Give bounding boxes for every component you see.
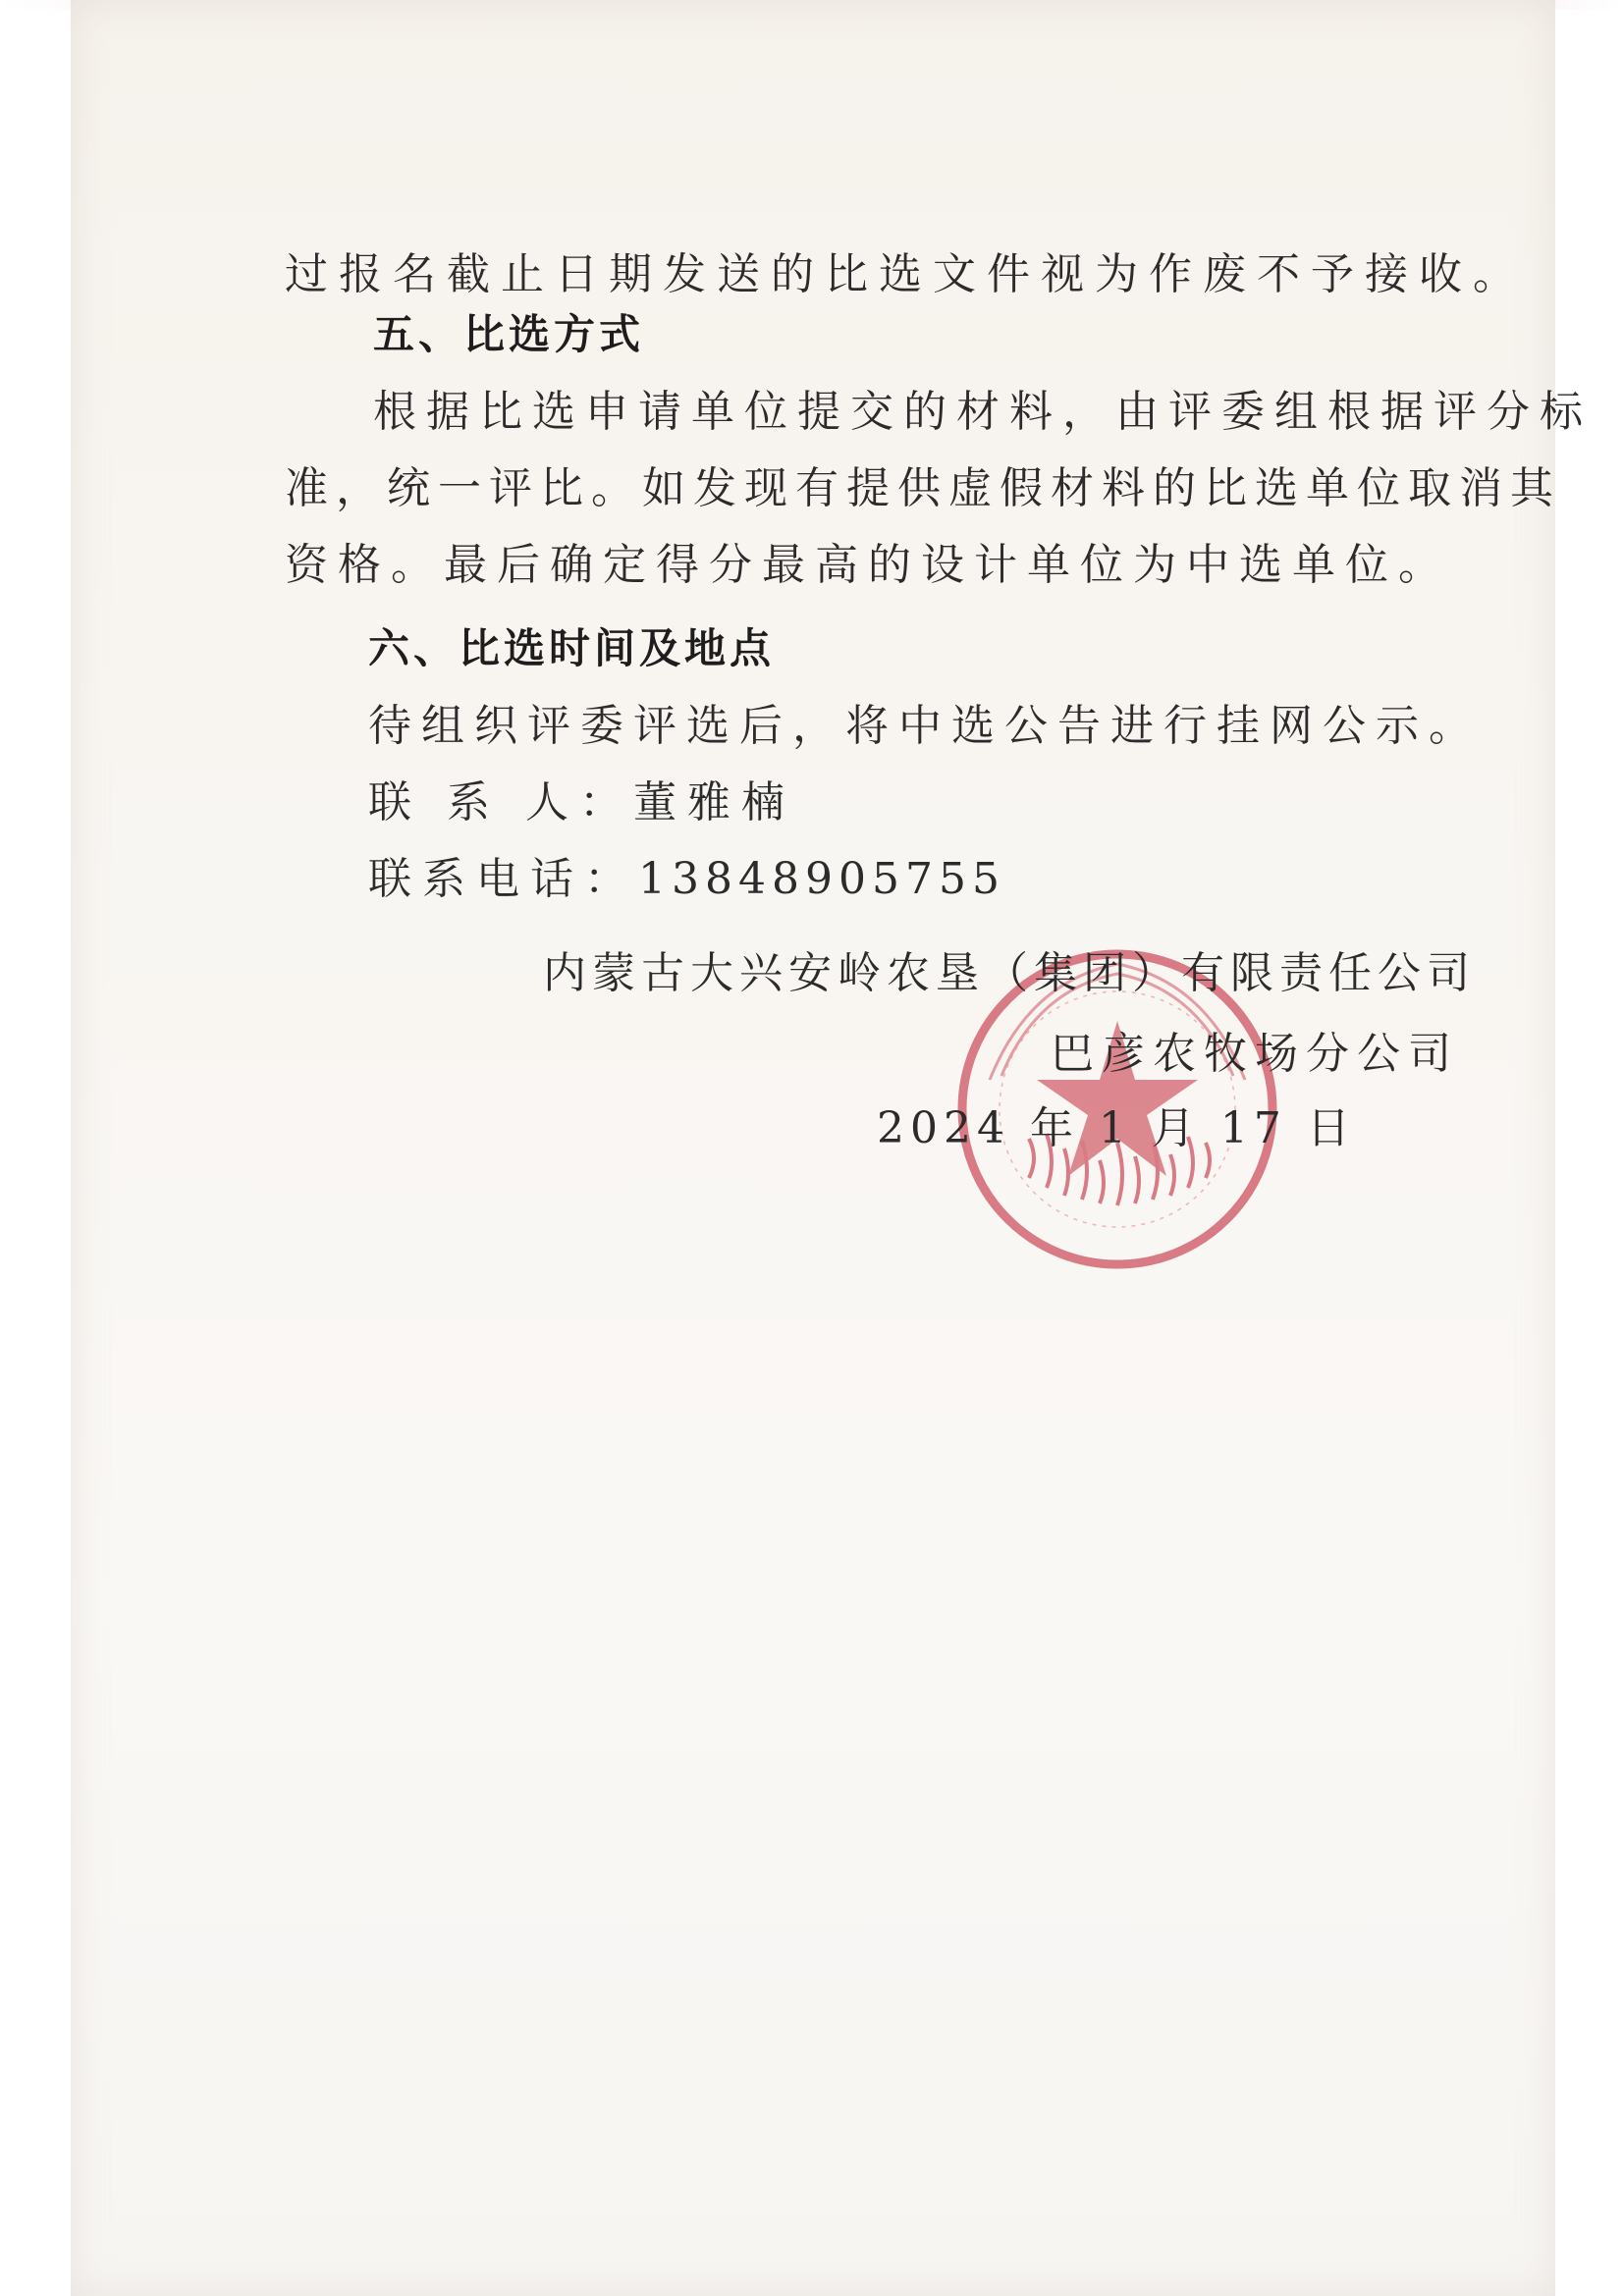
- contact-person-label: 联 系 人：: [368, 777, 633, 828]
- paragraph-continuation: 过报名截止日期发送的比选文件视为作废不予接收。: [285, 249, 1527, 299]
- section-heading-time-location: 六、比选时间及地点: [368, 624, 776, 672]
- contact-person-row: [368, 777, 795, 828]
- contact-person-name: 董雅楠: [632, 777, 795, 828]
- contact-phone-number: 13848905755: [638, 854, 1005, 904]
- section5-text-line2: 准，统一评比。如发现有提供虚假材料的比选单位取消其: [285, 463, 1561, 513]
- contact-phone-label: 联系电话：: [368, 854, 638, 904]
- section6-text-line1: 待组织评委评选后，将中选公告进行挂网公示。: [368, 701, 1482, 751]
- signature-org-line2: 巴彦农牧场分公司: [1051, 1029, 1459, 1079]
- section5-text-line3: 资格。最后确定得分最高的设计单位为中选单位。: [285, 540, 1451, 590]
- contact-phone-row: [368, 854, 1005, 904]
- section-heading-selection-method: 五、比选方式: [373, 310, 645, 358]
- section5-text-line1: 根据比选申请单位提交的材料，由评委组根据评分标: [373, 387, 1593, 437]
- signature-org-line1: 内蒙古大兴安岭农垦（集团）有限责任公司: [543, 948, 1476, 998]
- signature-date: 2024 年 1 月 17 日: [877, 1103, 1356, 1153]
